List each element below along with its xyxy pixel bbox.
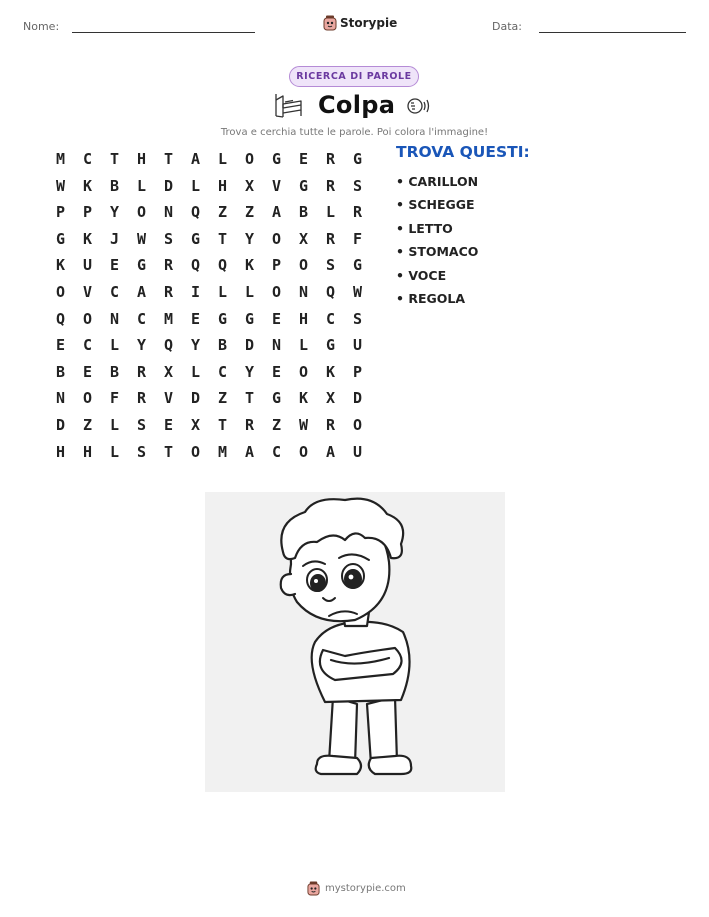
word-list-item: • SCHEGGE [396,197,475,213]
grid-letter: Z [271,415,282,434]
grid-letter: G [271,150,282,168]
grid-letter: Y [190,336,201,355]
grid-letter: Z [82,415,93,434]
grid-letter: L [109,336,120,355]
grid-letter: L [109,415,120,434]
word-list-item: • STOMACO [396,244,479,260]
voice-face-icon [406,96,432,116]
grid-letter: M [217,442,228,461]
grid-letter: O [298,442,309,461]
grid-letter: H [298,309,309,328]
grid-letter: Q [163,336,174,355]
grid-letter: Q [190,203,201,222]
grid-letter: N [109,309,120,328]
grid-letter: U [82,256,93,275]
grid-letter: O [55,282,66,301]
grid-letter: S [325,256,336,275]
grid-letter: B [217,336,228,355]
sad-boy-icon [205,492,505,792]
grid-letter: T [163,150,174,168]
grid-letter: S [352,176,363,195]
grid-letter: H [217,176,228,195]
grid-letter: N [55,389,66,408]
grid-letter: O [82,389,93,408]
grid-letter: R [136,389,147,408]
instructions: Trova e cerchia tutte le parole. Poi colora l'immagine! [220,127,489,138]
grid-letter: Z [217,389,228,408]
grid-letter: K [82,176,93,195]
grid-letter: G [217,309,228,328]
grid-letter: Q [325,282,336,301]
category-badge: RICERCA DI PAROLE [289,66,419,87]
grid-letter: J [109,229,120,248]
grid-letter: W [136,229,147,248]
grid-letter: N [298,282,309,301]
grid-letter: N [163,203,174,222]
grid-letter: W [298,415,309,434]
grid-letter: L [217,150,228,168]
grid-letter: X [325,389,336,408]
bed-icon [273,92,305,120]
grid-letter: K [298,389,309,408]
grid-letter: D [163,176,174,195]
grid-letter: G [352,150,363,168]
grid-letter: D [352,389,363,408]
grid-letter: V [82,282,93,301]
grid-letter: O [271,229,282,248]
grid-letter: K [325,362,336,381]
grid-letter: Y [244,229,255,248]
grid-letter: P [271,256,282,275]
page-title: Colpa [318,91,396,119]
grid-letter: K [82,229,93,248]
grid-letter: T [109,150,120,168]
grid-letter: Q [55,309,66,328]
word-list-item: • VOCE [396,267,447,283]
grid-letter: R [352,203,363,222]
word-list-item: • REGOLA [396,290,466,306]
word-list [396,170,478,310]
grid-letter: C [136,309,147,328]
grid-letter: L [325,203,336,222]
grid-letter: X [298,229,309,248]
grid-letter: S [352,309,363,328]
grid-letter: H [82,442,93,461]
storypie-logo-icon [307,881,320,896]
sad-boy-illustration [205,492,505,792]
grid-letter: D [55,415,66,434]
grid-letter: E [163,415,174,434]
grid-letter: A [136,282,147,301]
grid-letter: O [298,362,309,381]
word-list-item: • CARILLON [396,174,479,189]
grid-letter: T [217,415,228,434]
grid-letter: L [190,176,201,195]
date-label: Data: [492,20,522,33]
grid-letter: G [298,176,309,195]
grid-letter: C [82,336,93,355]
grid-letter: O [352,415,363,434]
grid-letter: R [325,150,336,168]
grid-letter: T [244,389,255,408]
grid-letter: W [352,282,363,301]
grid-letter: H [55,442,66,461]
grid-letter: E [271,362,282,381]
grid-letter: C [325,309,336,328]
grid-letter: E [298,150,309,168]
grid-letter: V [271,176,282,195]
grid-letter: F [352,229,363,248]
grid-letter: F [109,389,120,408]
grid-letter: E [109,256,120,275]
grid-letter: M [163,309,174,328]
grid-letter: X [190,415,201,434]
grid-letter: L [298,336,309,355]
grid-letter: K [244,256,255,275]
grid-letter: P [82,203,93,222]
grid-letter: G [325,336,336,355]
grid-letter: P [55,203,66,222]
grid-letter: C [82,150,93,168]
brand-logo [323,13,397,33]
grid-letter: U [352,336,363,355]
grid-letter: B [55,362,66,381]
grid-letter: Z [244,203,255,222]
grid-letter: B [109,362,120,381]
grid-letter: L [244,282,255,301]
grid-letter: S [136,442,147,461]
grid-letter: B [109,176,120,195]
word-list-item: • LETTO [396,220,453,236]
grid-letter: O [82,309,93,328]
grid-letter: M [55,150,66,168]
grid-letter: C [217,362,228,381]
grid-letter: Y [109,203,120,222]
grid-letter: S [163,229,174,248]
word-search-grid [47,146,371,465]
grid-letter: A [325,442,336,461]
grid-letter: R [325,229,336,248]
grid-letter: L [190,362,201,381]
grid-letter: Z [217,203,228,222]
grid-letter: G [271,389,282,408]
name-label: Nome: [23,20,60,33]
grid-letter: O [190,442,201,461]
grid-letter: K [55,256,66,275]
grid-letter: O [136,203,147,222]
grid-letter: Y [244,362,255,381]
grid-letter: E [82,362,93,381]
grid-letter: A [244,442,255,461]
grid-letter: V [163,389,174,408]
grid-letter: O [244,150,255,168]
grid-letter: O [271,282,282,301]
grid-letter: G [55,229,66,248]
grid-letter: L [109,442,120,461]
grid-letter: L [136,176,147,195]
grid-letter: T [163,442,174,461]
grid-letter: U [352,442,363,461]
grid-letter: N [271,336,282,355]
footer [307,879,406,897]
grid-letter: O [298,256,309,275]
footer-url: mystorypie.com [325,882,406,894]
grid-letter: R [136,362,147,381]
grid-letter: R [325,176,336,195]
word-list-title: TROVA QUESTI: [396,143,530,161]
grid-letter: D [190,389,201,408]
grid-letter: I [190,282,201,301]
grid-letter: E [55,336,66,355]
grid-letter: W [55,176,66,195]
grid-letter: P [352,362,363,381]
grid-letter: E [271,309,282,328]
brand-name: Storypie [340,16,398,30]
grid-letter: E [190,309,201,328]
grid-letter: G [136,256,147,275]
grid-letter: X [244,176,255,195]
name-line [72,32,255,33]
grid-letter: C [109,282,120,301]
storypie-logo-icon [323,15,337,31]
grid-letter: Q [190,256,201,275]
grid-letter: A [190,150,201,168]
grid-letter: S [136,415,147,434]
grid-letter: T [217,229,228,248]
grid-letter: X [163,362,174,381]
date-line [539,32,686,33]
grid-letter: C [271,442,282,461]
grid-letter: R [163,282,174,301]
grid-letter: L [217,282,228,301]
grid-letter: R [325,415,336,434]
grid-letter: R [244,415,255,434]
grid-letter: G [190,229,201,248]
grid-letter: H [136,150,147,168]
grid-letter: G [244,309,255,328]
grid-letter: B [298,203,309,222]
grid-letter: R [163,256,174,275]
grid-letter: Q [217,256,228,275]
grid-letter: G [352,256,363,275]
grid-letter: D [244,336,255,355]
grid-letter: A [271,203,282,222]
grid-letter: Y [136,336,147,355]
